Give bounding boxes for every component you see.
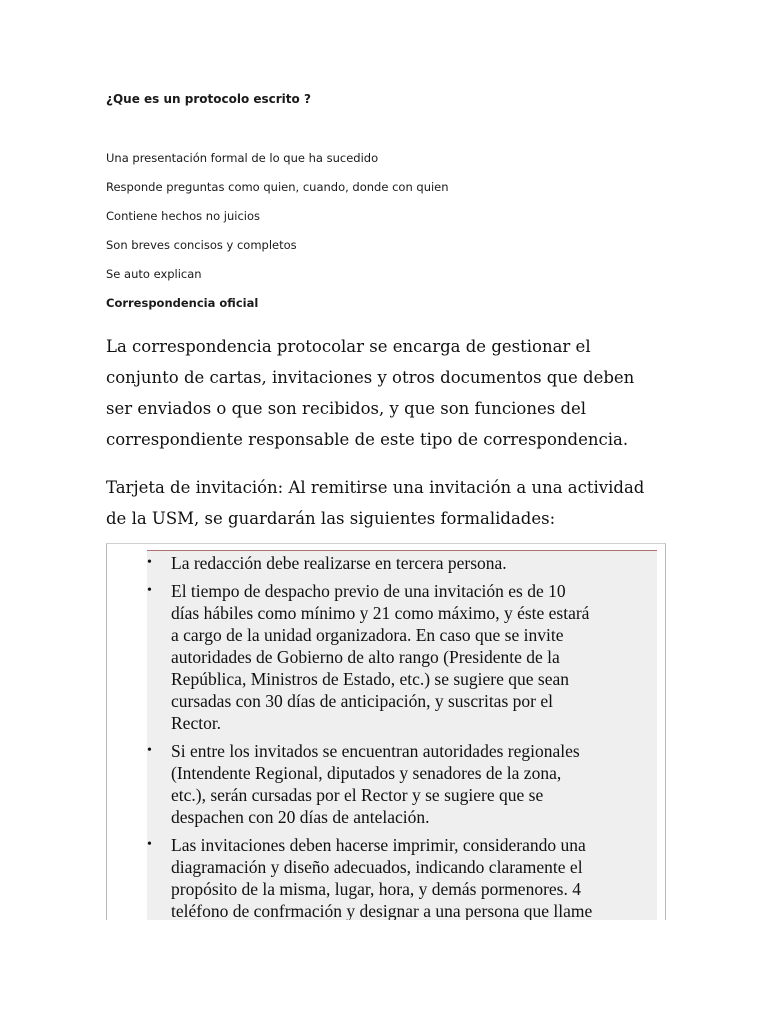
invitation-rule-item [133, 740, 663, 828]
rule-text-line: La redacción debe realizarse en tercera persona. [171, 553, 507, 573]
paragraph-line: La correspondencia protocolar se encarga de gestionar el [106, 337, 591, 356]
invitation-rule-item [133, 552, 663, 574]
invitation-intro-paragraph [106, 472, 666, 534]
rule-text-line: El tiempo de despacho previo de una invitación es de 10 [171, 581, 566, 601]
invitation-rules-box [106, 543, 666, 920]
rule-text-line: Rector. [171, 713, 222, 733]
section-title: Correspondencia oficial [106, 296, 259, 310]
feature-line: Son breves concisos y completos [106, 238, 297, 252]
invitation-rule-item [133, 580, 663, 734]
page-heading: ¿Que es un protocolo escrito ? [106, 92, 311, 106]
paragraph-line: conjunto de cartas, invitaciones y otros documentos que deben [106, 368, 635, 387]
rule-text-line: autoridades de Gobierno de alto rango (Presidente de la [171, 647, 560, 667]
feature-line: Se auto explican [106, 267, 202, 281]
bullet-dot-icon: • [147, 583, 152, 598]
rule-text-line: despachen con 20 días de antelación. [171, 807, 430, 827]
rule-text-line: etc.), serán cursadas por el Rector y se sugiere que se [171, 785, 544, 805]
rule-text-line: propósito de la misma, lugar, hora, y demás pormenores. 4 [171, 879, 581, 899]
feature-line: Contiene hechos no juicios [106, 209, 261, 223]
invitation-rules-list [133, 552, 663, 920]
rule-text-line: a cargo de la unidad organizadora. En caso que se invite [171, 625, 564, 645]
paragraph-line: ser enviados o que son recibidos, y que son funciones del [106, 399, 587, 418]
rule-text-line: cursadas con 30 días de anticipación, y suscritas por el [171, 691, 553, 711]
invitation-rule-item [133, 834, 663, 920]
correspondence-paragraph [106, 331, 666, 455]
bullet-dot-icon: • [147, 555, 152, 570]
rule-text-line: días hábiles como mínimo y 21 como máximo, y éste estará [171, 603, 590, 623]
rule-text-line: Si entre los invitados se encuentran autoridades regionales [171, 741, 580, 761]
paragraph-line: de la USM, se guardarán las siguientes formalidades: [106, 509, 556, 528]
feature-line: Una presentación formal de lo que ha sucedido [106, 151, 379, 165]
feature-line: Responde preguntas como quien, cuando, donde con quien [106, 180, 449, 194]
rule-text-line: diagramación y diseño adecuados, indicando claramente el [171, 857, 583, 877]
paragraph-line: correspondiente responsable de este tipo de correspondencia. [106, 430, 629, 449]
bullet-dot-icon: • [147, 743, 152, 758]
rule-text-line: (Intendente Regional, diputados y senadores de la zona, [171, 763, 562, 783]
bullet-dot-icon: • [147, 837, 152, 852]
rule-text-line: teléfono de confrmación y designar a una persona que llame [171, 901, 593, 920]
rule-text-line: Las invitaciones deben hacerse imprimir, considerando una [171, 835, 586, 855]
rule-text-line: República, Ministros de Estado, etc.) se sugiere que sean [171, 669, 570, 689]
paragraph-line: Tarjeta de invitación: Al remitirse una invitación a una actividad [106, 478, 645, 497]
